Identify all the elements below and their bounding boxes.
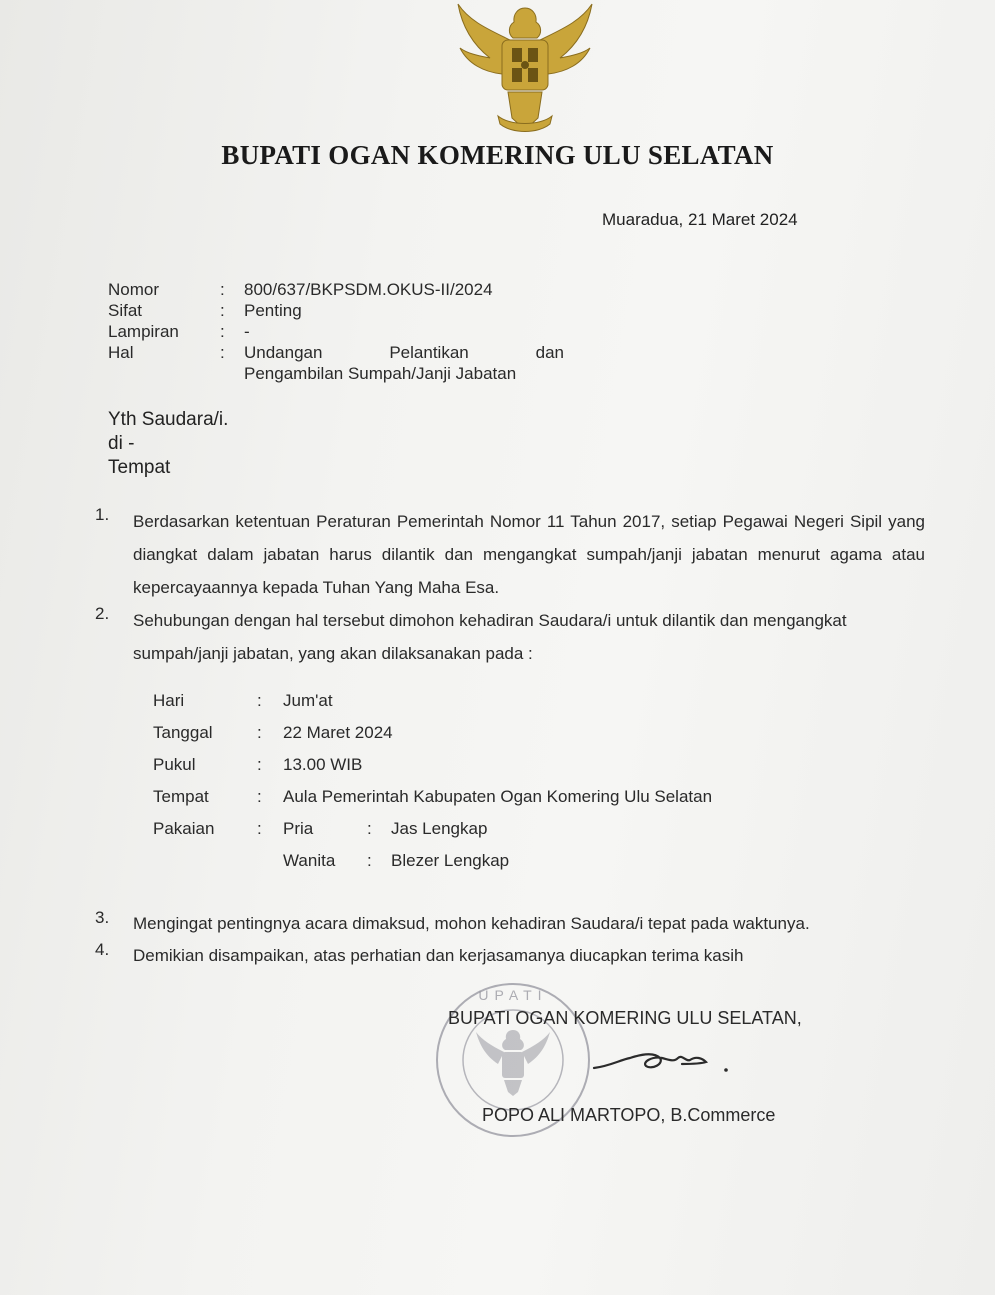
event-row-tanggal: Tanggal : 22 Maret 2024 [153,717,712,749]
signatory-title: BUPATI OGAN KOMERING ULU SELATAN, [448,1008,802,1028]
event-label: Pakaian [153,819,215,838]
meta-label: Nomor [108,280,160,299]
event-row-tempat: Tempat : Aula Pemerintah Kabupaten Ogan Komering Ulu Selatan [153,781,712,813]
address-line: Yth Saudara/i. [108,409,229,430]
event-label: Hari [153,691,185,710]
paragraph-text: Berdasarkan ketentuan Peraturan Pemerintah Nomor 11 Tahun 2017, setiap Pegawai Negeri Sipil yang diangkat dalam jabatan harus dilantik dan mengangkat sumpah/janji jabatan menurut agama atau kepercayaannya kepada Tuhan Yang Maha Esa. [133,512,925,597]
event-value: Aula Pemerintah Kabupaten Ogan Komering Ulu Selatan [283,787,713,806]
dress-value-pria: Jas Lengkap [391,819,488,838]
paragraph-number: 3. [95,908,110,927]
paragraph-item [95,604,925,670]
letter-metadata [108,279,564,384]
paragraph-text: Demikian disampaikan, atas perhatian dan kerjasamanya diucapkan terima kasih [133,946,744,965]
paragraph-text: Mengingat pentingnya acara dimaksud, mohon kehadiran Saudara/i tepat pada waktunya. [133,914,810,933]
dress-label-pria: Pria [283,819,314,838]
paragraph-number: 1. [95,505,110,524]
dress-label-wanita: Wanita [283,851,336,870]
closing-paragraphs [95,908,955,972]
paragraph-item [95,505,925,604]
meta-row-lampiran: Lampiran : - [108,321,564,342]
meta-value: - [244,322,250,341]
event-row-pukul: Pukul : 13.00 WIB [153,749,712,781]
meta-value-line2: Pengambilan Sumpah/Janji Jabatan [244,364,517,383]
event-row-pakaian-wanita: Wanita : Blezer Lengkap [153,845,712,877]
event-label: Tempat [153,787,209,806]
event-label: Pukul [153,755,196,774]
letter-title: BUPATI OGAN KOMERING ULU SELATAN [221,140,774,170]
paragraph-item [95,940,955,972]
dress-value-wanita: Blezer Lengkap [391,851,510,870]
paragraph-number: 2. [95,604,110,623]
meta-label: Lampiran [108,322,179,341]
svg-text:UPATI: UPATI [478,987,548,1003]
handwritten-signature-icon [590,1040,740,1080]
event-label: Tanggal [153,723,213,742]
meta-value: Penting [244,301,302,320]
meta-value-word: dan [535,343,564,362]
meta-value-word: Pelantikan [389,343,469,362]
address-line: di - [108,433,135,454]
event-row-pakaian: Pakaian : Pria : Jas Lengkap [153,813,712,845]
event-value: 13.00 WIB [283,755,363,774]
recipient-address [108,408,228,480]
signatory-name: POPO ALI MARTOPO, B.Commerce [482,1105,776,1125]
meta-label: Sifat [108,301,143,320]
meta-row-hal: Hal : Undangan Pelantikan dan Pengambilan Sumpah/Janji Jabatan [108,343,564,383]
event-row-hari: Hari : Jum'at [153,685,712,717]
event-value: Jum'at [283,691,333,710]
meta-label: Hal [108,343,134,362]
meta-row-sifat: Sifat : Penting [108,300,564,321]
address-line: Tempat [108,457,171,478]
meta-value-word: Undangan [244,343,323,362]
paragraph-text: Sehubungan dengan hal tersebut dimohon kehadiran Saudara/i untuk dilantik dan mengangkat sumpah/janji jabatan, yang akan dilaksanakan pada : [133,611,847,663]
garuda-emblem-icon [450,0,600,140]
place-date: Muaradua, 21 Maret 2024 [602,210,798,229]
event-details [153,685,712,877]
meta-row-nomor: Nomor : 800/637/BKPSDM.OKUS-II/2024 [108,279,564,300]
paragraph-item [95,908,955,940]
meta-value: 800/637/BKPSDM.OKUS-II/2024 [244,280,493,299]
event-value: 22 Maret 2024 [283,723,393,742]
body-paragraphs [95,505,925,670]
paragraph-number: 4. [95,940,110,959]
